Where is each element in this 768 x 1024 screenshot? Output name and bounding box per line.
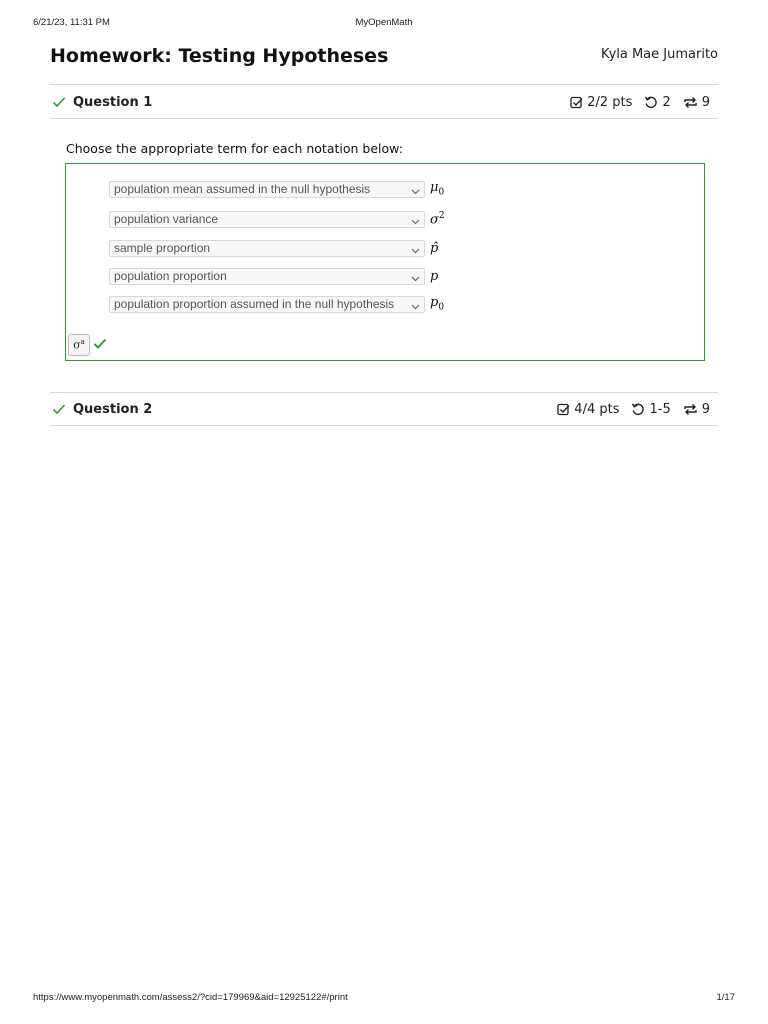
notation-symbol: p̂ [430, 240, 439, 256]
attempts: 1-5 [649, 401, 671, 417]
chevron-down-icon [411, 272, 420, 286]
term-select[interactable] [109, 181, 425, 198]
notation-row [109, 239, 438, 257]
regenerate-icon [683, 96, 698, 109]
attempts: 2 [662, 94, 671, 110]
question-stats [570, 95, 710, 110]
notation-row [109, 267, 438, 285]
retry-icon [631, 402, 645, 416]
notation-symbol: $p_0$ [430, 295, 445, 313]
chevron-down-icon [411, 185, 420, 199]
print-url: https://www.myopenmath.com/assess2/?cid=179969&aid=12925122#/print [33, 992, 348, 1003]
points: 4/4 pts [574, 401, 620, 417]
notation-symbol: $\mu_0$ [430, 180, 445, 198]
answer-box [65, 163, 705, 361]
check-icon [52, 400, 68, 419]
question-1-header[interactable] [50, 86, 718, 118]
term-select[interactable] [109, 211, 425, 228]
checkbox-score-icon [570, 96, 583, 109]
question-stats [557, 402, 710, 417]
chevron-down-icon [411, 215, 420, 229]
checkbox-score-icon [557, 403, 570, 416]
question-label: Question 2 [73, 401, 153, 417]
term-select[interactable] [109, 296, 425, 313]
term-select-value: population mean assumed in the null hypothesis [114, 182, 371, 196]
regenerate-icon [683, 403, 698, 416]
user-name: Kyla Mae Jumarito [600, 47, 718, 62]
question-2-header[interactable] [50, 393, 718, 425]
notation-symbol: $\sigma^2$ [430, 210, 445, 228]
sigma-preview-icon: $\sigma^a$ [73, 338, 85, 352]
points: 2/2 pts [587, 94, 633, 110]
question-prompt: Choose the appropriate term for each notation below: [66, 141, 403, 156]
divider [50, 84, 718, 85]
chevron-down-icon [411, 244, 420, 258]
divider [50, 118, 718, 119]
print-site-title: MyOpenMath [355, 17, 413, 28]
term-select-value: sample proportion [114, 241, 211, 255]
divider [50, 425, 718, 426]
check-icon [52, 93, 68, 112]
regens: 9 [701, 94, 710, 110]
notation-row [109, 180, 444, 198]
retry-icon [644, 95, 658, 109]
notation-symbol: p [430, 268, 439, 284]
term-select-value: population proportion assumed in the null hypothesis [114, 297, 395, 311]
term-select[interactable] [109, 240, 425, 257]
term-select-value: population proportion [114, 269, 227, 283]
notation-row [109, 295, 444, 313]
notation-row [109, 210, 445, 228]
print-date: 6/21/23, 11:31 PM [33, 17, 110, 28]
regens: 9 [701, 401, 710, 417]
chevron-down-icon [411, 300, 420, 314]
check-icon [93, 335, 107, 354]
print-page-number: 1/17 [716, 992, 735, 1003]
term-select-value: population variance [114, 212, 219, 226]
term-select[interactable] [109, 268, 425, 285]
page-title: Homework: Testing Hypotheses [50, 45, 389, 67]
preview-button[interactable] [68, 334, 90, 356]
question-label: Question 1 [73, 94, 153, 110]
